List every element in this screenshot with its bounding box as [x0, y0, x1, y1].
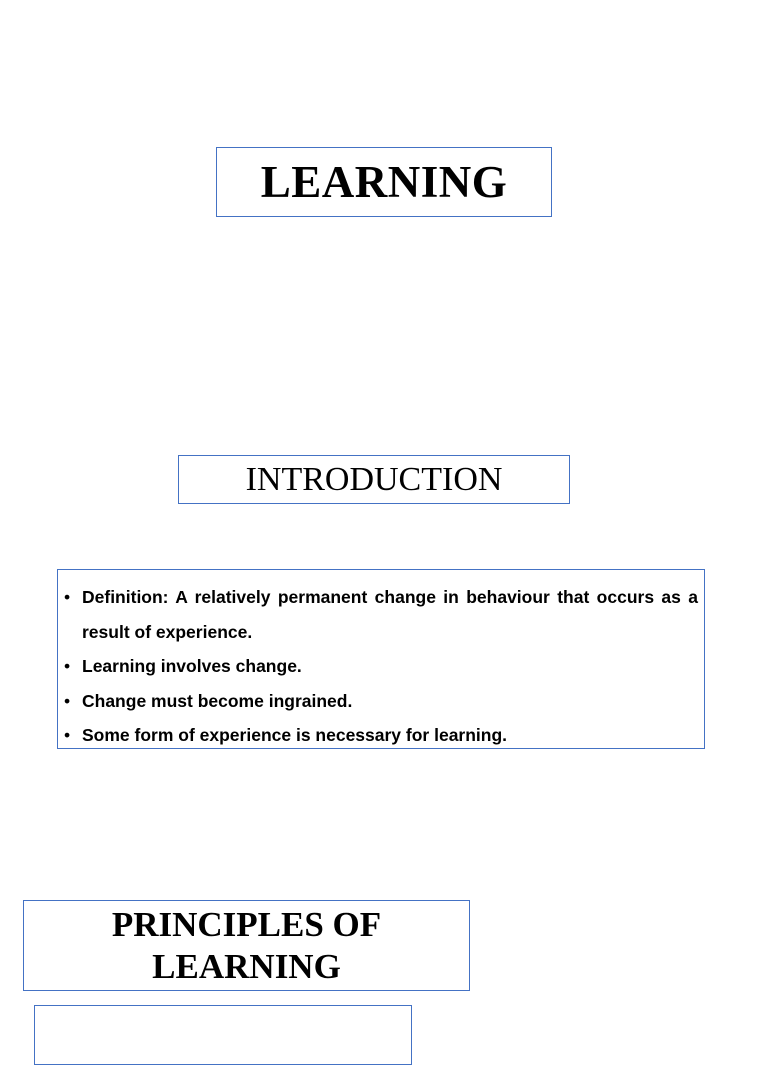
bullet-icon: •	[64, 690, 71, 711]
list-item	[64, 649, 698, 684]
principles-heading-line: LEARNING	[152, 946, 341, 986]
list-item	[64, 684, 698, 719]
title-box	[216, 147, 552, 217]
list-item	[64, 718, 698, 753]
introduction-points-box	[57, 569, 705, 749]
list-item-text: Change must become ingrained.	[82, 690, 353, 711]
principles-heading-box	[23, 900, 470, 991]
principles-heading-line: PRINCIPLES OF	[111, 904, 382, 944]
list-item	[64, 580, 698, 649]
bullet-icon: •	[64, 725, 71, 745]
list-item-text: Learning involves change.	[82, 656, 302, 676]
bullet-icon: •	[64, 587, 71, 607]
list-item-text: Some form of experience is necessary for learning.	[82, 725, 508, 745]
bullet-icon: •	[64, 656, 71, 676]
list-item-text: Definition: A relatively permanent change in behaviour that occurs as a result of experience.	[82, 587, 698, 642]
introduction-points-list	[64, 580, 698, 753]
page-title: LEARNING	[260, 156, 508, 207]
introduction-heading: INTRODUCTION	[245, 460, 503, 498]
next-content-box	[34, 1005, 412, 1065]
principles-heading	[112, 904, 381, 988]
introduction-heading-box	[178, 455, 570, 504]
